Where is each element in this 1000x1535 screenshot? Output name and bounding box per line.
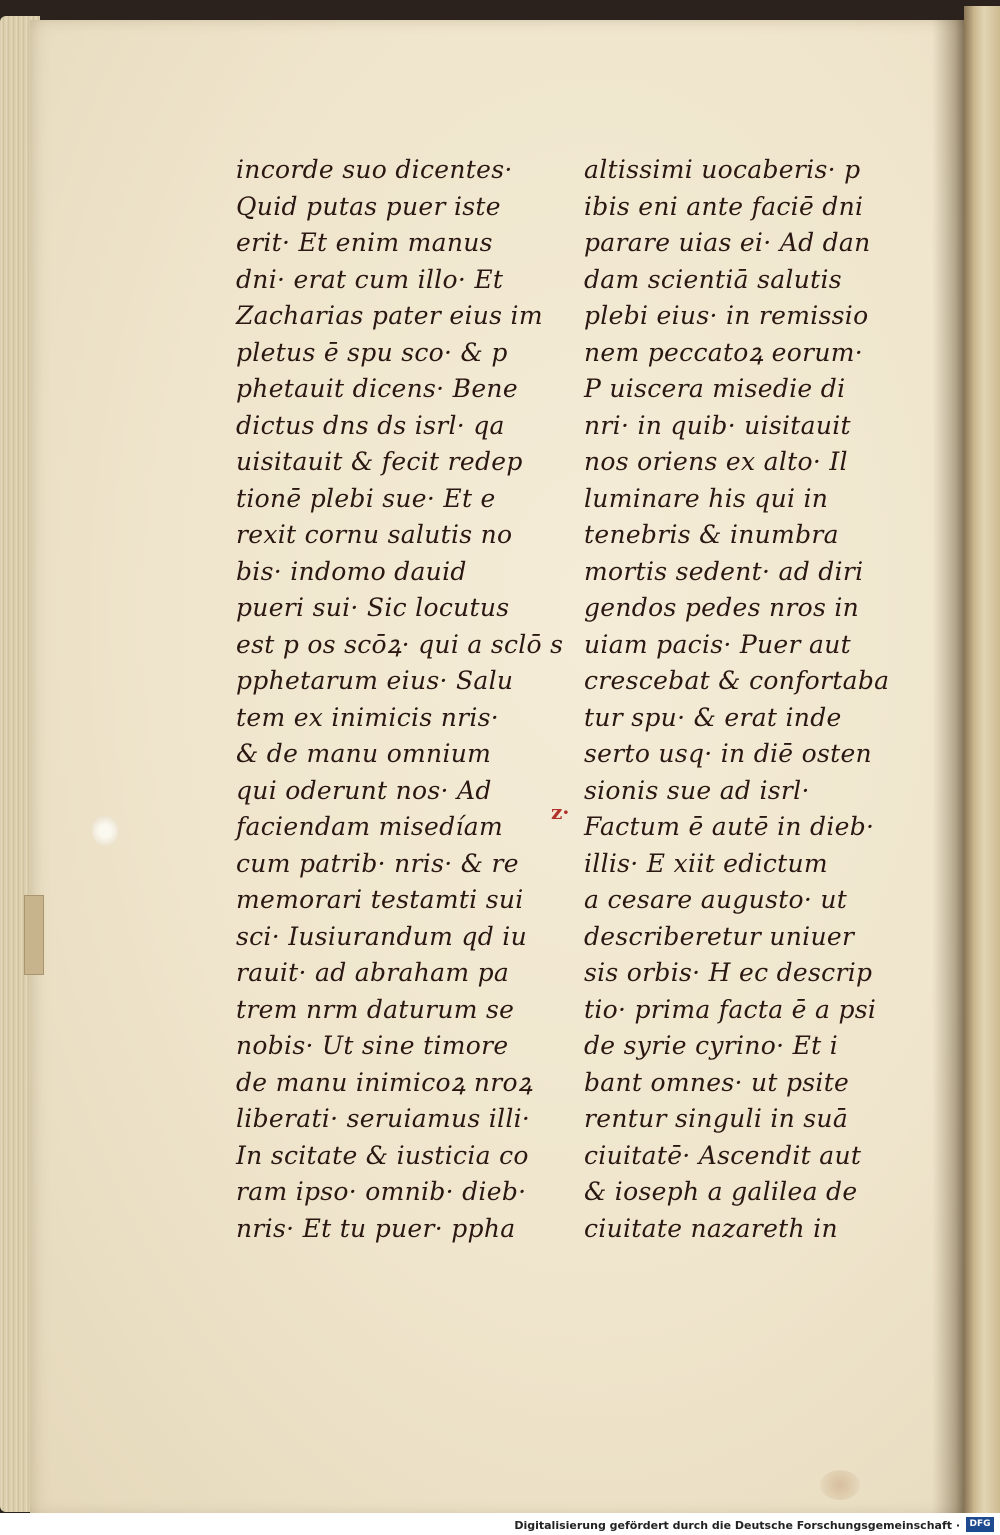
manuscript-line: uiam pacis· Puer aut <box>584 629 851 659</box>
manuscript-line: rauit· ad abraham pa <box>236 958 510 987</box>
manuscript-line: nris· Et tu puer· ppha <box>236 1213 516 1243</box>
manuscript-line: pueri sui· Sic locutus <box>236 593 510 622</box>
manuscript-line: sis orbis· H ec descrip <box>584 958 873 987</box>
text-column-right <box>584 152 894 1247</box>
manuscript-line: dam scientiā salutis <box>584 264 842 294</box>
manuscript-line: Factum ē autē in dieb· <box>584 812 875 841</box>
rubric-mark: z· <box>551 800 570 824</box>
manuscript-line: phetauit dicens· Bene <box>236 374 518 403</box>
manuscript-line: luminare his qui in <box>584 483 829 513</box>
manuscript-line: memorari testamti sui <box>236 885 524 914</box>
text-column-left <box>236 152 564 1247</box>
manuscript-line: describeretur uniuer <box>584 921 855 951</box>
manuscript-line: erit· Et enim manus <box>236 228 493 257</box>
manuscript-line: plebi eius· in remissio <box>584 301 869 330</box>
manuscript-line: Quid putas puer iste <box>236 191 501 221</box>
manuscript-line: ibis eni ante faciē dni <box>584 191 864 221</box>
binding-strap <box>24 895 44 975</box>
manuscript-line: a cesare augusto· ut <box>584 885 848 914</box>
manuscript-line: & de manu omnium <box>236 739 492 768</box>
manuscript-line: tur spu· & erat inde <box>584 702 842 732</box>
manuscript-line: ciuitate nazareth in <box>584 1213 838 1243</box>
manuscript-line: In scitate & iusticia co <box>236 1140 529 1170</box>
manuscript-line: altissimi uocaberis· p <box>584 155 861 184</box>
manuscript-line: gendos pedes nros in <box>584 593 860 622</box>
footer-bar <box>0 1513 1000 1535</box>
manuscript-line: incorde suo dicentes· <box>236 155 513 184</box>
manuscript-line: de syrie cyrino· Et i <box>584 1031 839 1060</box>
manuscript-line: uisitauit & fecit redep <box>236 447 523 476</box>
manuscript-line: dni· erat cum illo· Et <box>236 264 504 294</box>
manuscript-line: rentur singuli in suā <box>584 1104 849 1133</box>
parchment-stain <box>820 1470 860 1500</box>
manuscript-line: ram ipso· omnib· dieb· <box>236 1177 527 1206</box>
manuscript-line: ciuitatē· Ascendit aut <box>584 1140 862 1170</box>
parchment-hole <box>92 816 118 846</box>
funding-notice: Digitalisierung gefördert durch die Deutsche Forschungsgemeinschaft · <box>514 1519 960 1532</box>
manuscript-line: bant omnes· ut psite <box>584 1067 850 1097</box>
manuscript-line: bis· indomo dauid <box>236 556 467 586</box>
manuscript-line: faciendam misedíam <box>236 812 503 841</box>
manuscript-line: trem nrm daturum se <box>236 994 515 1024</box>
manuscript-line: de manu inimicoꝝ nroꝝ <box>236 1067 533 1097</box>
manuscript-line: tem ex inimicis nris· <box>236 702 500 732</box>
manuscript-line: pletus ē spu sco· & p <box>236 337 508 367</box>
manuscript-line: tionē plebi sue· Et e <box>236 483 496 513</box>
manuscript-line: est p os scōꝝ· qui a sclō s <box>236 629 564 659</box>
manuscript-line: tenebris & inumbra <box>584 520 839 549</box>
manuscript-line: P uiscera misedie di <box>584 374 846 403</box>
manuscript-line: nos oriens ex alto· Il <box>584 447 848 476</box>
manuscript-line: nem peccatoꝝ eorum· <box>584 337 863 367</box>
manuscript-line: & ioseph a galilea de <box>584 1177 858 1206</box>
manuscript-line: tio· prima facta ē a psi <box>584 994 877 1024</box>
manuscript-line: nobis· Ut sine timore <box>236 1031 509 1060</box>
manuscript-line: sci· Iusiurandum qd iu <box>236 921 527 951</box>
manuscript-line: dictus dns ds isrl· qa <box>236 410 505 440</box>
manuscript-line: crescebat & confortaba <box>584 666 890 695</box>
manuscript-line: sionis sue ad isrl· <box>584 775 810 805</box>
manuscript-line: liberati· seruiamus illi· <box>236 1104 531 1133</box>
manuscript-line: serto usq· in diē osten <box>584 739 872 768</box>
manuscript-line: illis· E xiit edictum <box>584 848 828 878</box>
manuscript-line: cum patrib· nris· & re <box>236 848 519 878</box>
dfg-logo: DFG <box>966 1517 994 1532</box>
manuscript-line: parare uias ei· Ad dan <box>584 228 871 257</box>
page-edges-right <box>964 6 1000 1518</box>
manuscript-line: Zacharias pater eius im <box>236 301 543 330</box>
manuscript-line: nri· in quib· uisitauit <box>584 410 851 440</box>
manuscript-line: rexit cornu salutis no <box>236 520 513 549</box>
manuscript-line: qui oderunt nos· Ad <box>236 775 492 805</box>
manuscript-line: pphetarum eius· Salu <box>236 666 514 695</box>
manuscript-line: mortis sedent· ad diri <box>584 556 864 586</box>
